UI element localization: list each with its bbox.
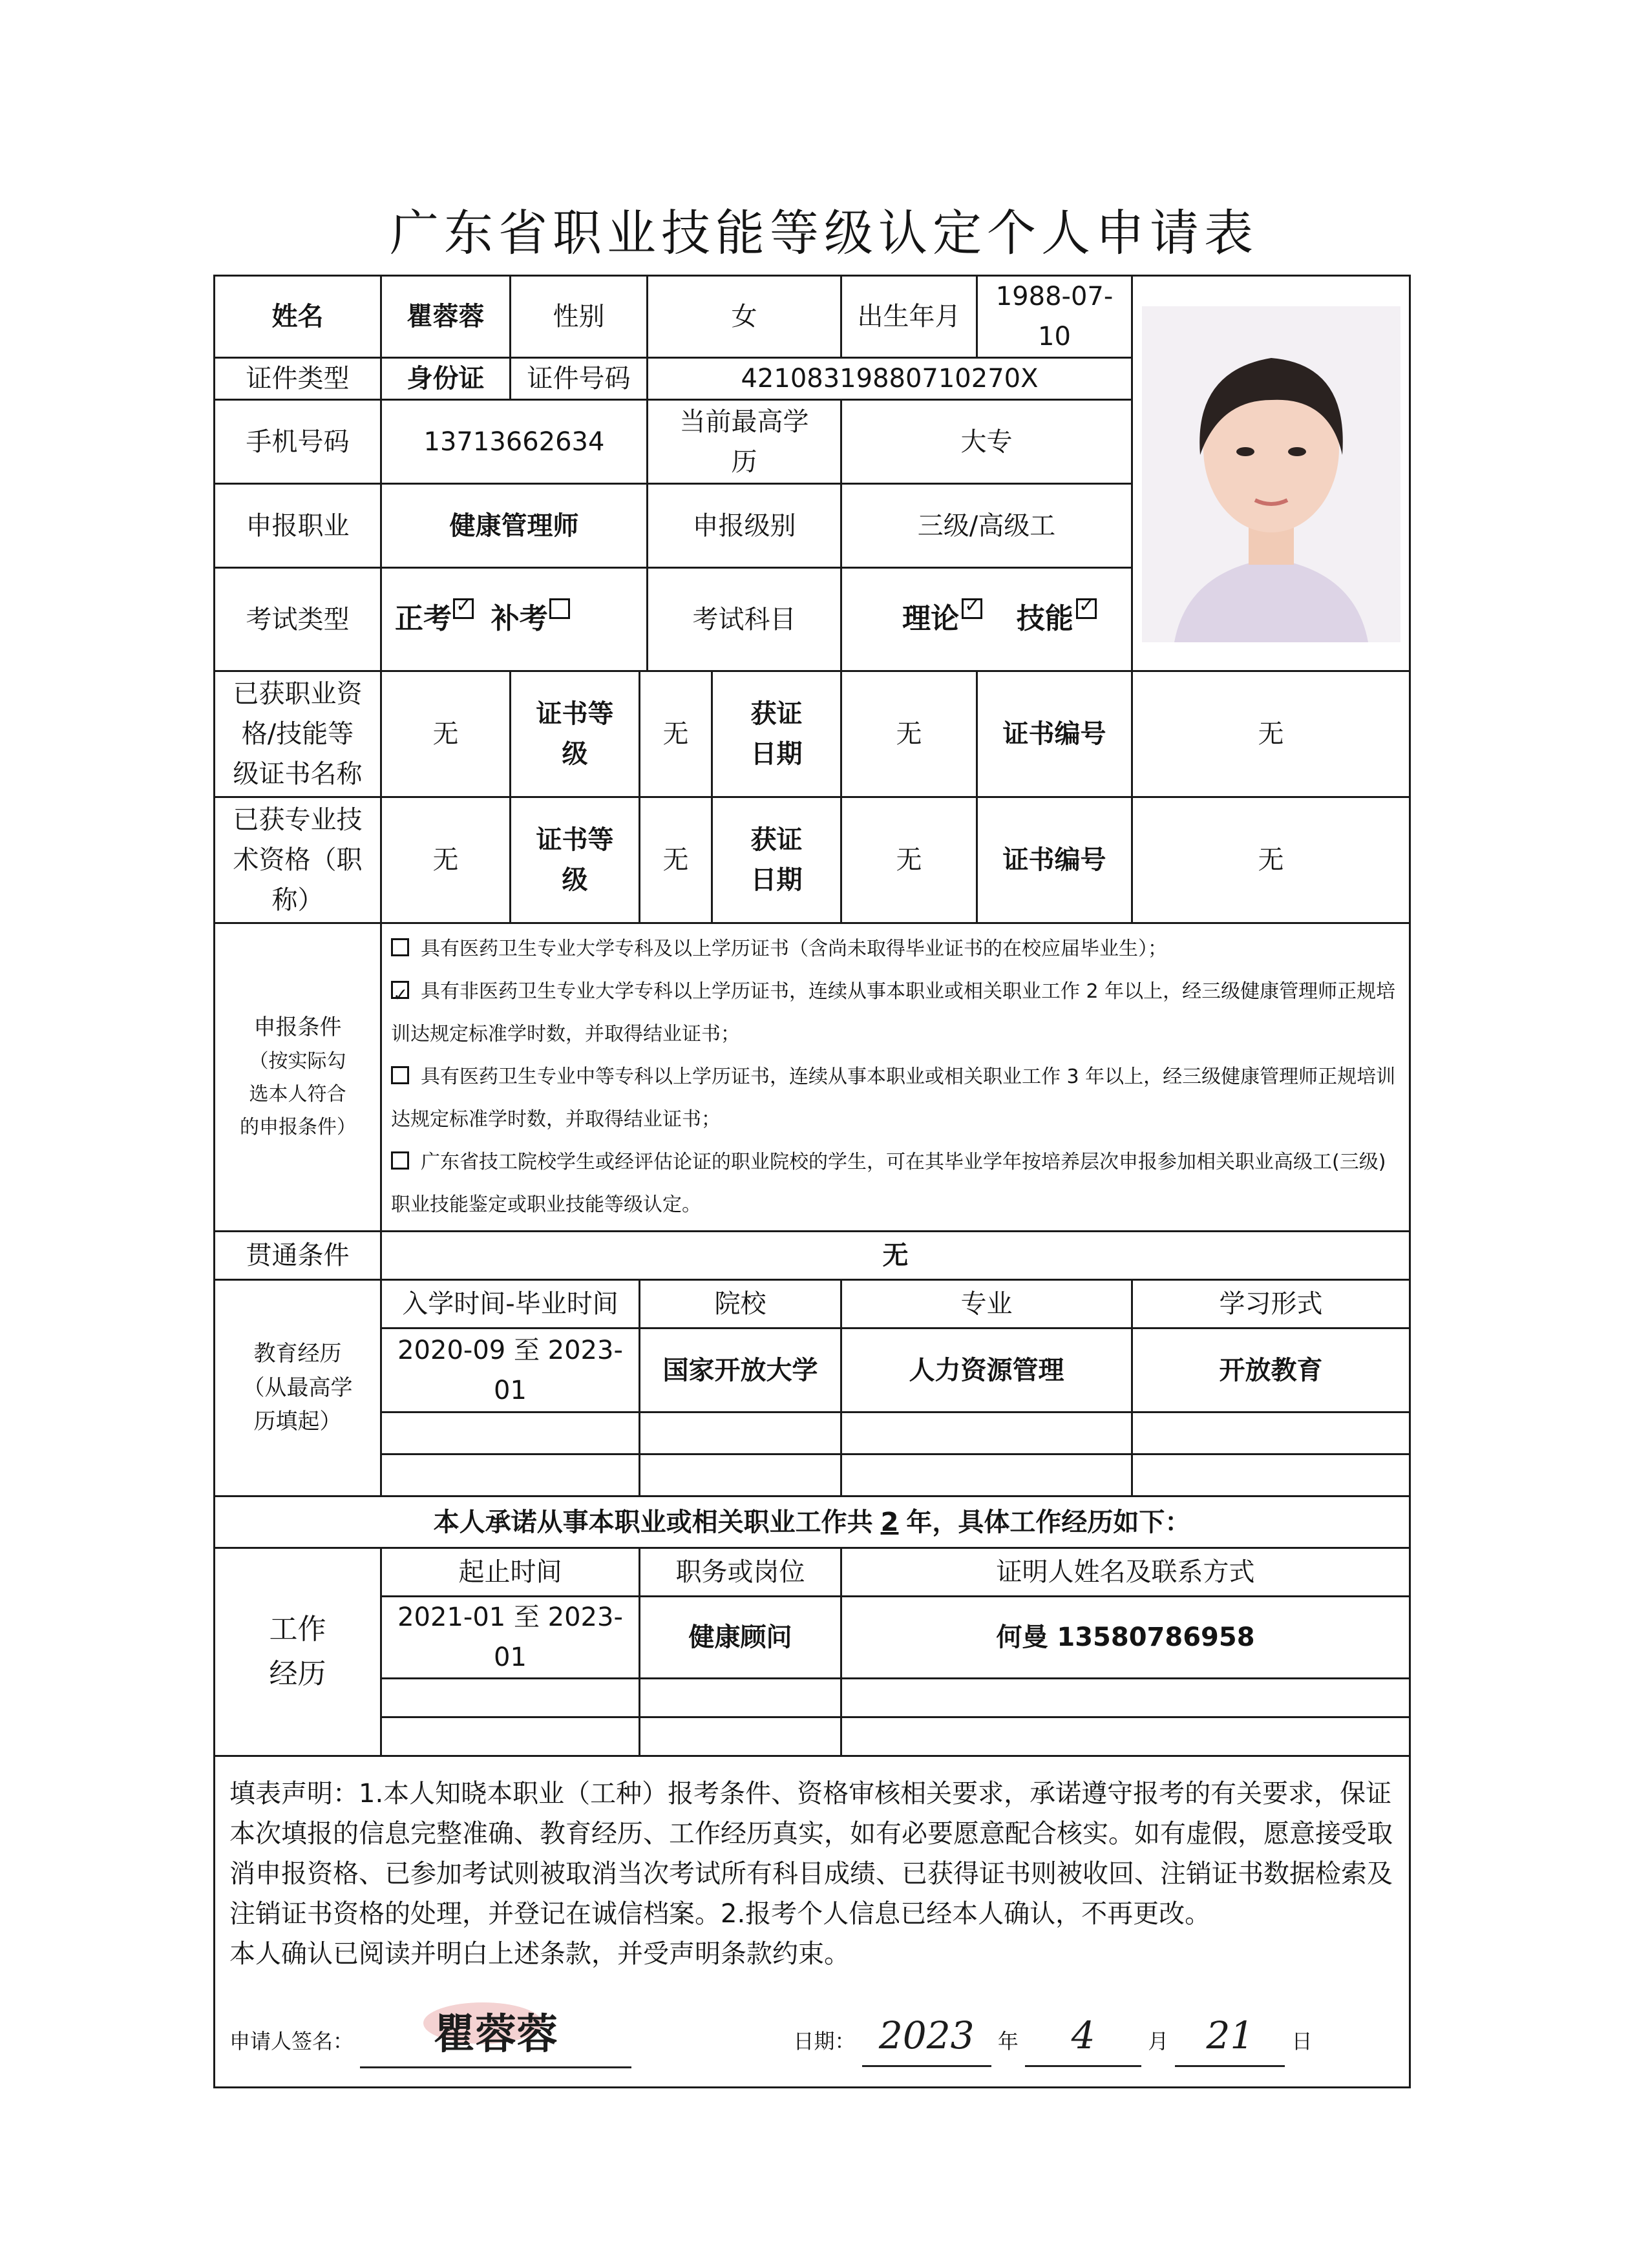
application-form: [213, 275, 1411, 2088]
date-label: 日期：: [793, 2029, 856, 2053]
condition-checkbox-3[interactable]: [391, 1066, 409, 1084]
subject-skill-checkbox[interactable]: [1076, 598, 1097, 619]
exam-type-regular-checkbox[interactable]: [453, 598, 474, 619]
work-history-label: 工作经历: [269, 1613, 326, 1690]
name-value[interactable]: 瞿蓉蓉: [381, 276, 511, 358]
subject-skill-label: 技能: [1016, 602, 1073, 636]
subject-theory-label: 理论: [902, 602, 960, 636]
exam-subject-label: 考试科目: [648, 568, 841, 671]
promise-line: [215, 1496, 1410, 1548]
condition-item: [391, 928, 1400, 971]
edu-major[interactable]: 人力资源管理: [841, 1328, 1132, 1412]
exam-subject-options: [841, 568, 1132, 671]
work-reference[interactable]: 何曼 13580786958: [841, 1597, 1410, 1679]
vocational-cert-name[interactable]: 无: [381, 671, 511, 797]
edu-empty-cell[interactable]: [640, 1412, 841, 1454]
work-header-reference: 证明人姓名及联系方式: [841, 1548, 1410, 1597]
exam-type-label: 考试类型: [215, 568, 381, 671]
condition-text-4: 广东省技工院校学生或经评估论证的职业院校的学生，可在其毕业学年按培养层次申报参加相关职业高级工(三级)职业技能鉴定或职业技能等级认定。: [391, 1151, 1386, 1216]
vocational-number-value[interactable]: 无: [1132, 671, 1410, 797]
vocational-grade-value[interactable]: 无: [640, 671, 712, 797]
phone-value[interactable]: 13713662634: [381, 400, 648, 484]
phone-label: 手机号码: [215, 400, 381, 484]
form-title: 广东省职业技能等级认定个人申请表: [390, 204, 1258, 262]
level-label: 申报级别: [648, 484, 841, 568]
id-type-value[interactable]: 身份证: [381, 358, 511, 400]
edu-empty-cell[interactable]: [1132, 1454, 1410, 1496]
name-label: 姓名: [215, 276, 381, 358]
conditions-label: 申报条件: [253, 1014, 342, 1041]
promise-years[interactable]: 2: [880, 1507, 899, 1537]
condition-item: [391, 971, 1400, 1056]
occupation-label: 申报职业: [215, 484, 381, 568]
through-value[interactable]: 无: [381, 1232, 1410, 1280]
edu-empty-cell[interactable]: [1132, 1412, 1410, 1454]
edu-empty-cell[interactable]: [841, 1412, 1132, 1454]
condition-checkbox-2[interactable]: [391, 981, 409, 999]
subject-theory-checkbox[interactable]: [962, 598, 982, 619]
edu-form[interactable]: 开放教育: [1132, 1328, 1410, 1412]
edu-empty-cell[interactable]: [640, 1454, 841, 1496]
condition-item: [391, 1141, 1400, 1226]
education-value[interactable]: 大专: [841, 400, 1132, 484]
birth-label: 出生年月: [841, 276, 977, 358]
level-value[interactable]: 三级/高级工: [841, 484, 1132, 568]
edu-empty-cell[interactable]: [841, 1454, 1132, 1496]
work-empty-cell[interactable]: [381, 1717, 640, 1756]
declaration-cell: [215, 1756, 1410, 2088]
declaration-confirm: 本人确认已阅读并明白上述条款，并受声明条款约束。: [229, 1939, 850, 1969]
signature-label: 申请人签名：: [229, 2029, 354, 2053]
edu-school[interactable]: 国家开放大学: [640, 1328, 841, 1412]
gender-label: 性别: [511, 276, 648, 358]
edu-empty-cell[interactable]: [381, 1412, 640, 1454]
work-empty-cell[interactable]: [381, 1679, 640, 1717]
signature-line: [229, 2002, 1395, 2061]
exam-type-makeup-label: 补考: [491, 602, 548, 636]
professional-grade-value[interactable]: 无: [640, 797, 712, 923]
occupation-value[interactable]: 健康管理师: [381, 484, 648, 568]
education-history-label: 教育经历: [253, 1340, 342, 1367]
year-label: 年: [997, 2029, 1019, 2053]
edu-header-major: 专业: [841, 1280, 1132, 1328]
work-position[interactable]: 健康顾问: [640, 1597, 841, 1679]
education-label: 当前最高学历: [648, 400, 841, 484]
work-empty-cell[interactable]: [640, 1679, 841, 1717]
work-empty-cell[interactable]: [841, 1717, 1410, 1756]
education-history-sublabel: （从最高学历填起）: [242, 1374, 353, 1435]
professional-date-value[interactable]: 无: [841, 797, 977, 923]
condition-checkbox-4[interactable]: [391, 1151, 409, 1170]
photo-cell: [1132, 276, 1410, 671]
gender-value[interactable]: 女: [648, 276, 841, 358]
exam-type-makeup-checkbox[interactable]: [549, 598, 570, 619]
month-label: 月: [1148, 2029, 1169, 2053]
condition-item: [391, 1056, 1400, 1141]
edu-header-period: 入学时间-毕业时间: [381, 1280, 640, 1328]
vocational-date-label: 获证日期: [712, 671, 841, 797]
declaration-text: 填表声明：1.本人知晓本职业（工种）报考条件、资格审核相关要求，承诺遵守报考的有关要求，保证本次填报的信息完整准确、教育经历、工作经历真实，如有必要愿意配合核实。如有虚假，愿意接受取消申报资格、已参加考试则被取消当次考试所有科目成绩、已获得证书则被收回、注销证书数据检索及注销证书资格的处理，并登记在诚信档案。2.报考个人信息已经本人确认，不再更改。: [229, 1779, 1393, 1929]
work-label-cell: [215, 1548, 381, 1756]
condition-text-2: 具有非医药卫生专业大学专科以上学历证书，连续从事本职业或相关职业工作 2 年以上，经三级健康管理师正规培训达规定标准学时数，并取得结业证书；: [391, 980, 1396, 1045]
id-no-value[interactable]: 42108319880710270X: [648, 358, 1132, 400]
edu-header-school: 院校: [640, 1280, 841, 1328]
professional-cert-name[interactable]: 无: [381, 797, 511, 923]
edu-header-form: 学习形式: [1132, 1280, 1410, 1328]
date-year[interactable]: 2023: [862, 2007, 991, 2067]
exam-type-regular-label: 正考: [395, 602, 452, 636]
professional-number-value[interactable]: 无: [1132, 797, 1410, 923]
edu-empty-cell[interactable]: [381, 1454, 640, 1496]
conditions-sublabel: （按实际勾选本人符合的申报条件）: [240, 1049, 356, 1139]
vocational-cert-label: 已获职业资格/技能等级证书名称: [215, 671, 381, 797]
day-label: 日: [1291, 2029, 1313, 2053]
education-label-cell: [215, 1280, 381, 1496]
vocational-number-label: 证书编号: [977, 671, 1132, 797]
conditions-list: [381, 923, 1410, 1232]
vocational-grade-label: 证书等级: [511, 671, 640, 797]
promise-prefix: 本人承诺从事本职业或相关职业工作共: [433, 1507, 873, 1537]
professional-date-label: 获证日期: [712, 797, 841, 923]
work-empty-cell[interactable]: [640, 1717, 841, 1756]
professional-grade-label: 证书等级: [511, 797, 640, 923]
id-no-label: 证件号码: [511, 358, 648, 400]
work-header-period: 起止时间: [381, 1548, 640, 1597]
signature-field[interactable]: [360, 2002, 631, 2068]
work-period[interactable]: 2021-01 至 2023-01: [381, 1597, 640, 1679]
exam-type-options: [381, 568, 648, 671]
condition-text-1: 具有医药卫生专业大学专科及以上学历证书（含尚未取得毕业证书的在校应届毕业生）；: [421, 938, 1167, 960]
work-empty-cell[interactable]: [841, 1679, 1410, 1717]
id-type-label: 证件类型: [215, 358, 381, 400]
promise-suffix: 年，具体工作经历如下：: [906, 1507, 1191, 1537]
through-label: 贯通条件: [215, 1232, 381, 1280]
date-day[interactable]: 21: [1175, 2007, 1285, 2067]
edu-period[interactable]: 2020-09 至 2023-01: [381, 1328, 640, 1412]
date-month[interactable]: 4: [1025, 2007, 1141, 2067]
professional-cert-label: 已获专业技术资格（职称）: [215, 797, 381, 923]
applicant-photo: [1136, 293, 1407, 642]
professional-number-label: 证书编号: [977, 797, 1132, 923]
handwritten-signature: 瞿蓉蓉: [434, 2010, 558, 2059]
work-header-position: 职务或岗位: [640, 1548, 841, 1597]
condition-text-3: 具有医药卫生专业中等专科以上学历证书，连续从事本职业或相关职业工作 3 年以上，经三级健康管理师正规培训达规定标准学时数，并取得结业证书；: [391, 1066, 1396, 1131]
conditions-label-cell: [215, 923, 381, 1232]
vocational-date-value[interactable]: 无: [841, 671, 977, 797]
condition-checkbox-1[interactable]: [391, 938, 409, 956]
birth-value[interactable]: 1988-07-10: [977, 276, 1132, 358]
